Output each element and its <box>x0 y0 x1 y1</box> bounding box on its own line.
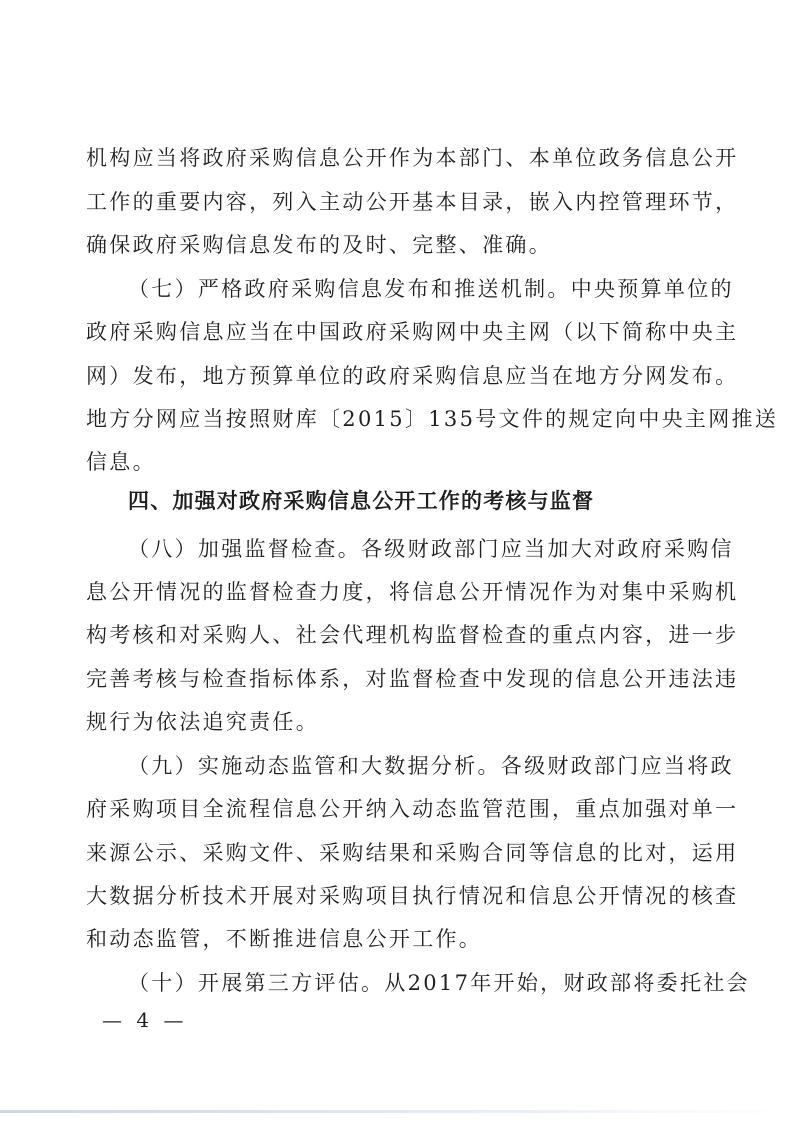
paragraph-7-line-2: 政府采购信息应当在中国政府采购网中央主网（以下简称中央主 <box>86 320 739 344</box>
paragraph-7-line-4: 地方分网应当按照财库〔2015〕135号文件的规定向中央主网推送 <box>86 407 779 431</box>
paragraph-9-line-3: 来源公示、采购文件、采购结果和采购合同等信息的比对，运用 <box>86 841 739 865</box>
paragraph-8-line-4: 完善考核与检查指标体系，对监督检查中发现的信息公开违法违 <box>86 667 739 691</box>
paragraph-9-line-1: （九）实施动态监管和大数据分析。各级财政部门应当将政 <box>128 754 734 778</box>
paragraph-9-line-4: 大数据分析技术开展对采购项目执行情况和信息公开情况的核查 <box>86 884 739 908</box>
paragraph-7-line-1: （七）严格政府采购信息发布和推送机制。中央预算单位的 <box>128 277 734 301</box>
paragraph-9-line-2: 府采购项目全流程信息公开纳入动态监管范围，重点加强对单一 <box>86 797 739 821</box>
paragraph-6-line-1: 机构应当将政府采购信息公开作为本部门、本单位政务信息公开 <box>86 146 739 170</box>
paragraph-8-line-5: 规行为依法追究责任。 <box>86 710 319 734</box>
page-number: — 4 — <box>102 1008 188 1032</box>
paragraph-10-line-1: （十）开展第三方评估。从2017年开始，财政部将委托社会 <box>128 971 750 995</box>
paragraph-6-line-3: 确保政府采购信息发布的及时、完整、准确。 <box>86 233 552 257</box>
paragraph-8-line-3: 构考核和对采购人、社会代理机构监督检查的重点内容，进一步 <box>86 623 739 647</box>
paragraph-7-line-3: 网）发布，地方预算单位的政府采购信息应当在地方分网发布。 <box>86 364 739 388</box>
paragraph-9-line-5: 和动态监管，不断推进信息公开工作。 <box>86 927 483 951</box>
paragraph-6-line-2: 工作的重要内容，列入主动公开基本目录，嵌入内控管理环节， <box>86 190 739 214</box>
paragraph-8-line-1: （八）加强监督检查。各级财政部门应当加大对政府采购信 <box>128 537 734 561</box>
section-heading: 四、加强对政府采购信息公开工作的考核与监督 <box>128 489 595 513</box>
paragraph-8-line-2: 息公开情况的监督检查力度，将信息公开情况作为对集中采购机 <box>86 580 739 604</box>
scan-edge-divider <box>0 1110 795 1113</box>
paragraph-7-line-5: 信息。 <box>86 450 156 474</box>
